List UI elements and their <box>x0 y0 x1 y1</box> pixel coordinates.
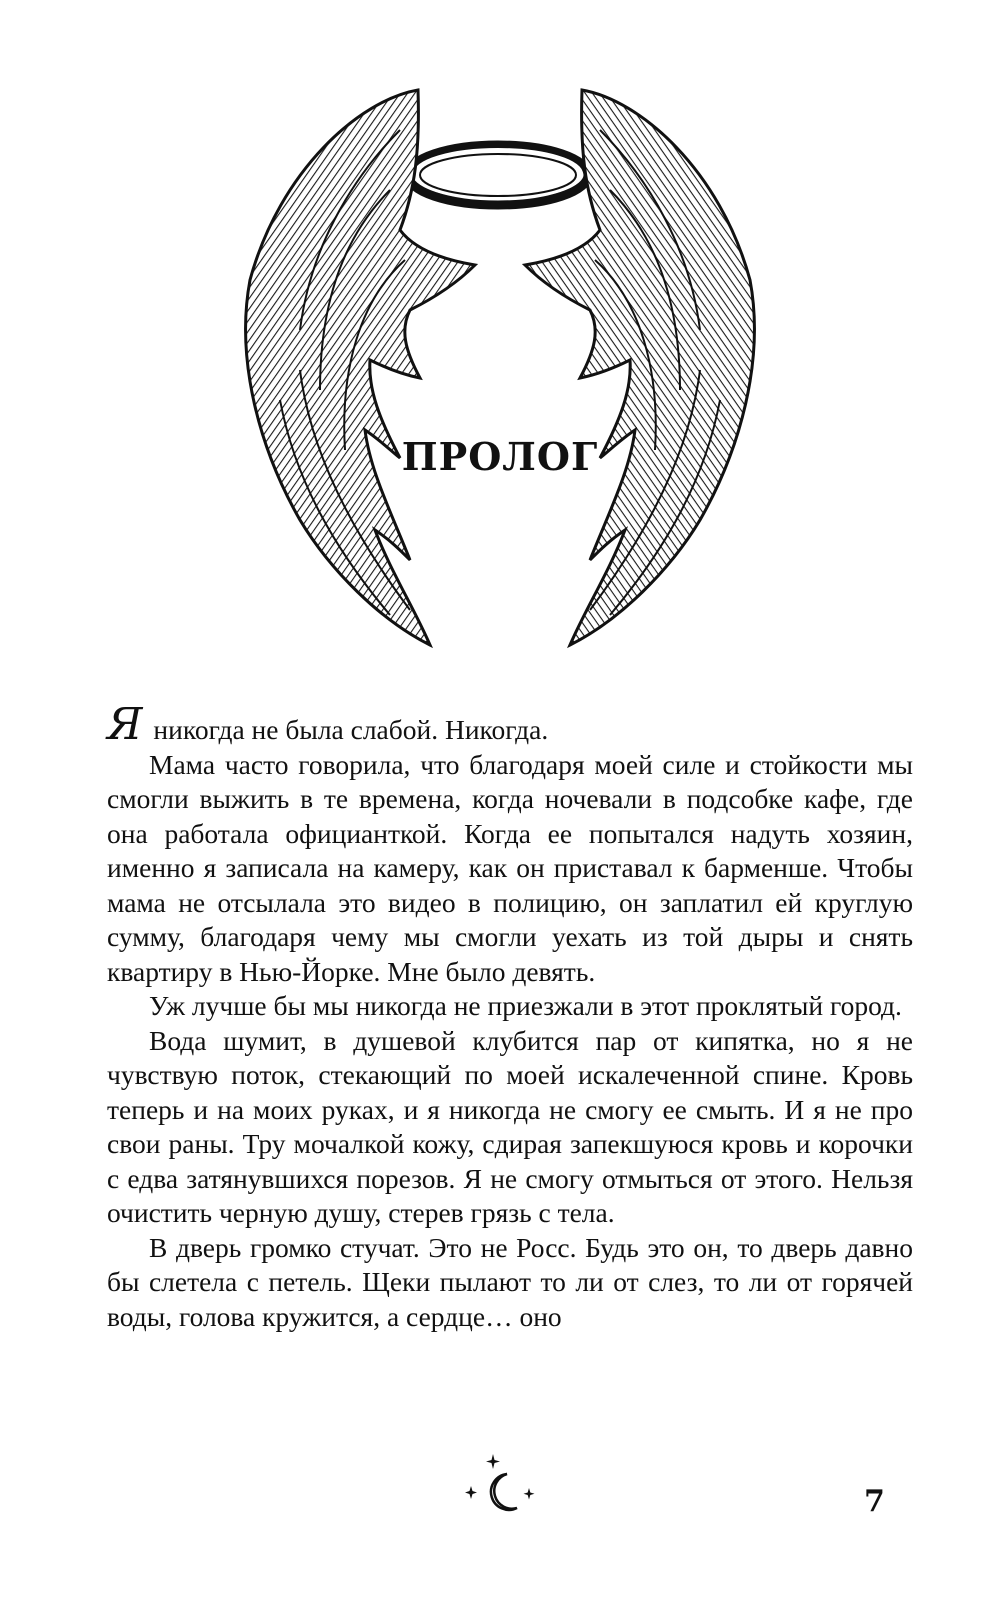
paragraph-2: Мама часто говорила, что благодаря моей силе и стойкости мы смогли выжить в те времена, когда ночевали в подсобке кафе, где она работала официанткой. Когда ее попытался надуть хозяин, именно я записала на камеру, как он приставал к барменше. Чтобы мама не отсылала это видео в полицию, он заплатил ей круглую сумму, благодаря чему мы смогли уехать из той дыры и снять квартиру в Нью-Йорке. Мне было девять. <box>107 748 913 987</box>
chapter-title: ПРОЛОГ <box>401 434 599 479</box>
angel-wings-icon <box>240 70 760 670</box>
page-number: 7 <box>864 1484 885 1519</box>
right-wing-icon <box>525 90 754 645</box>
body-text <box>107 699 913 1334</box>
angel-wings-illustration <box>240 70 760 670</box>
paragraph-1-text: никогда не была слабой. Никогда. <box>146 714 549 745</box>
halo-icon <box>408 145 588 205</box>
crescent-moon-stars-icon <box>463 1452 537 1526</box>
paragraph-3: Уж лучше бы мы никогда не приезжали в этот проклятый город. <box>149 990 902 1021</box>
drop-cap: Я <box>107 699 143 750</box>
paragraph-1 <box>107 699 913 750</box>
paragraph-4: Вода шумит, в душевой клубится пар от кипятка, но я не чувствую поток, стекающий по моей искалеченной спине. Кровь теперь и на моих руках, и я никогда не смогу ее смыть. И я не про свои раны. Тру мочалкой кожу, сдирая запекшуюся кровь и корочки с едва затянувшихся порезов. Я не смогу отмыться от этого. Нельзя очистить черную душу, стерев грязь с тела. <box>107 1024 913 1228</box>
paragraph-5: В дверь громко стучат. Это не Росс. Будь это он, то дверь давно бы слетела с петель. Щеки пылают то ли от слез, то ли от горячей воды, голова кружится, а сердце… оно <box>107 1231 913 1332</box>
left-wing-icon <box>246 90 475 645</box>
